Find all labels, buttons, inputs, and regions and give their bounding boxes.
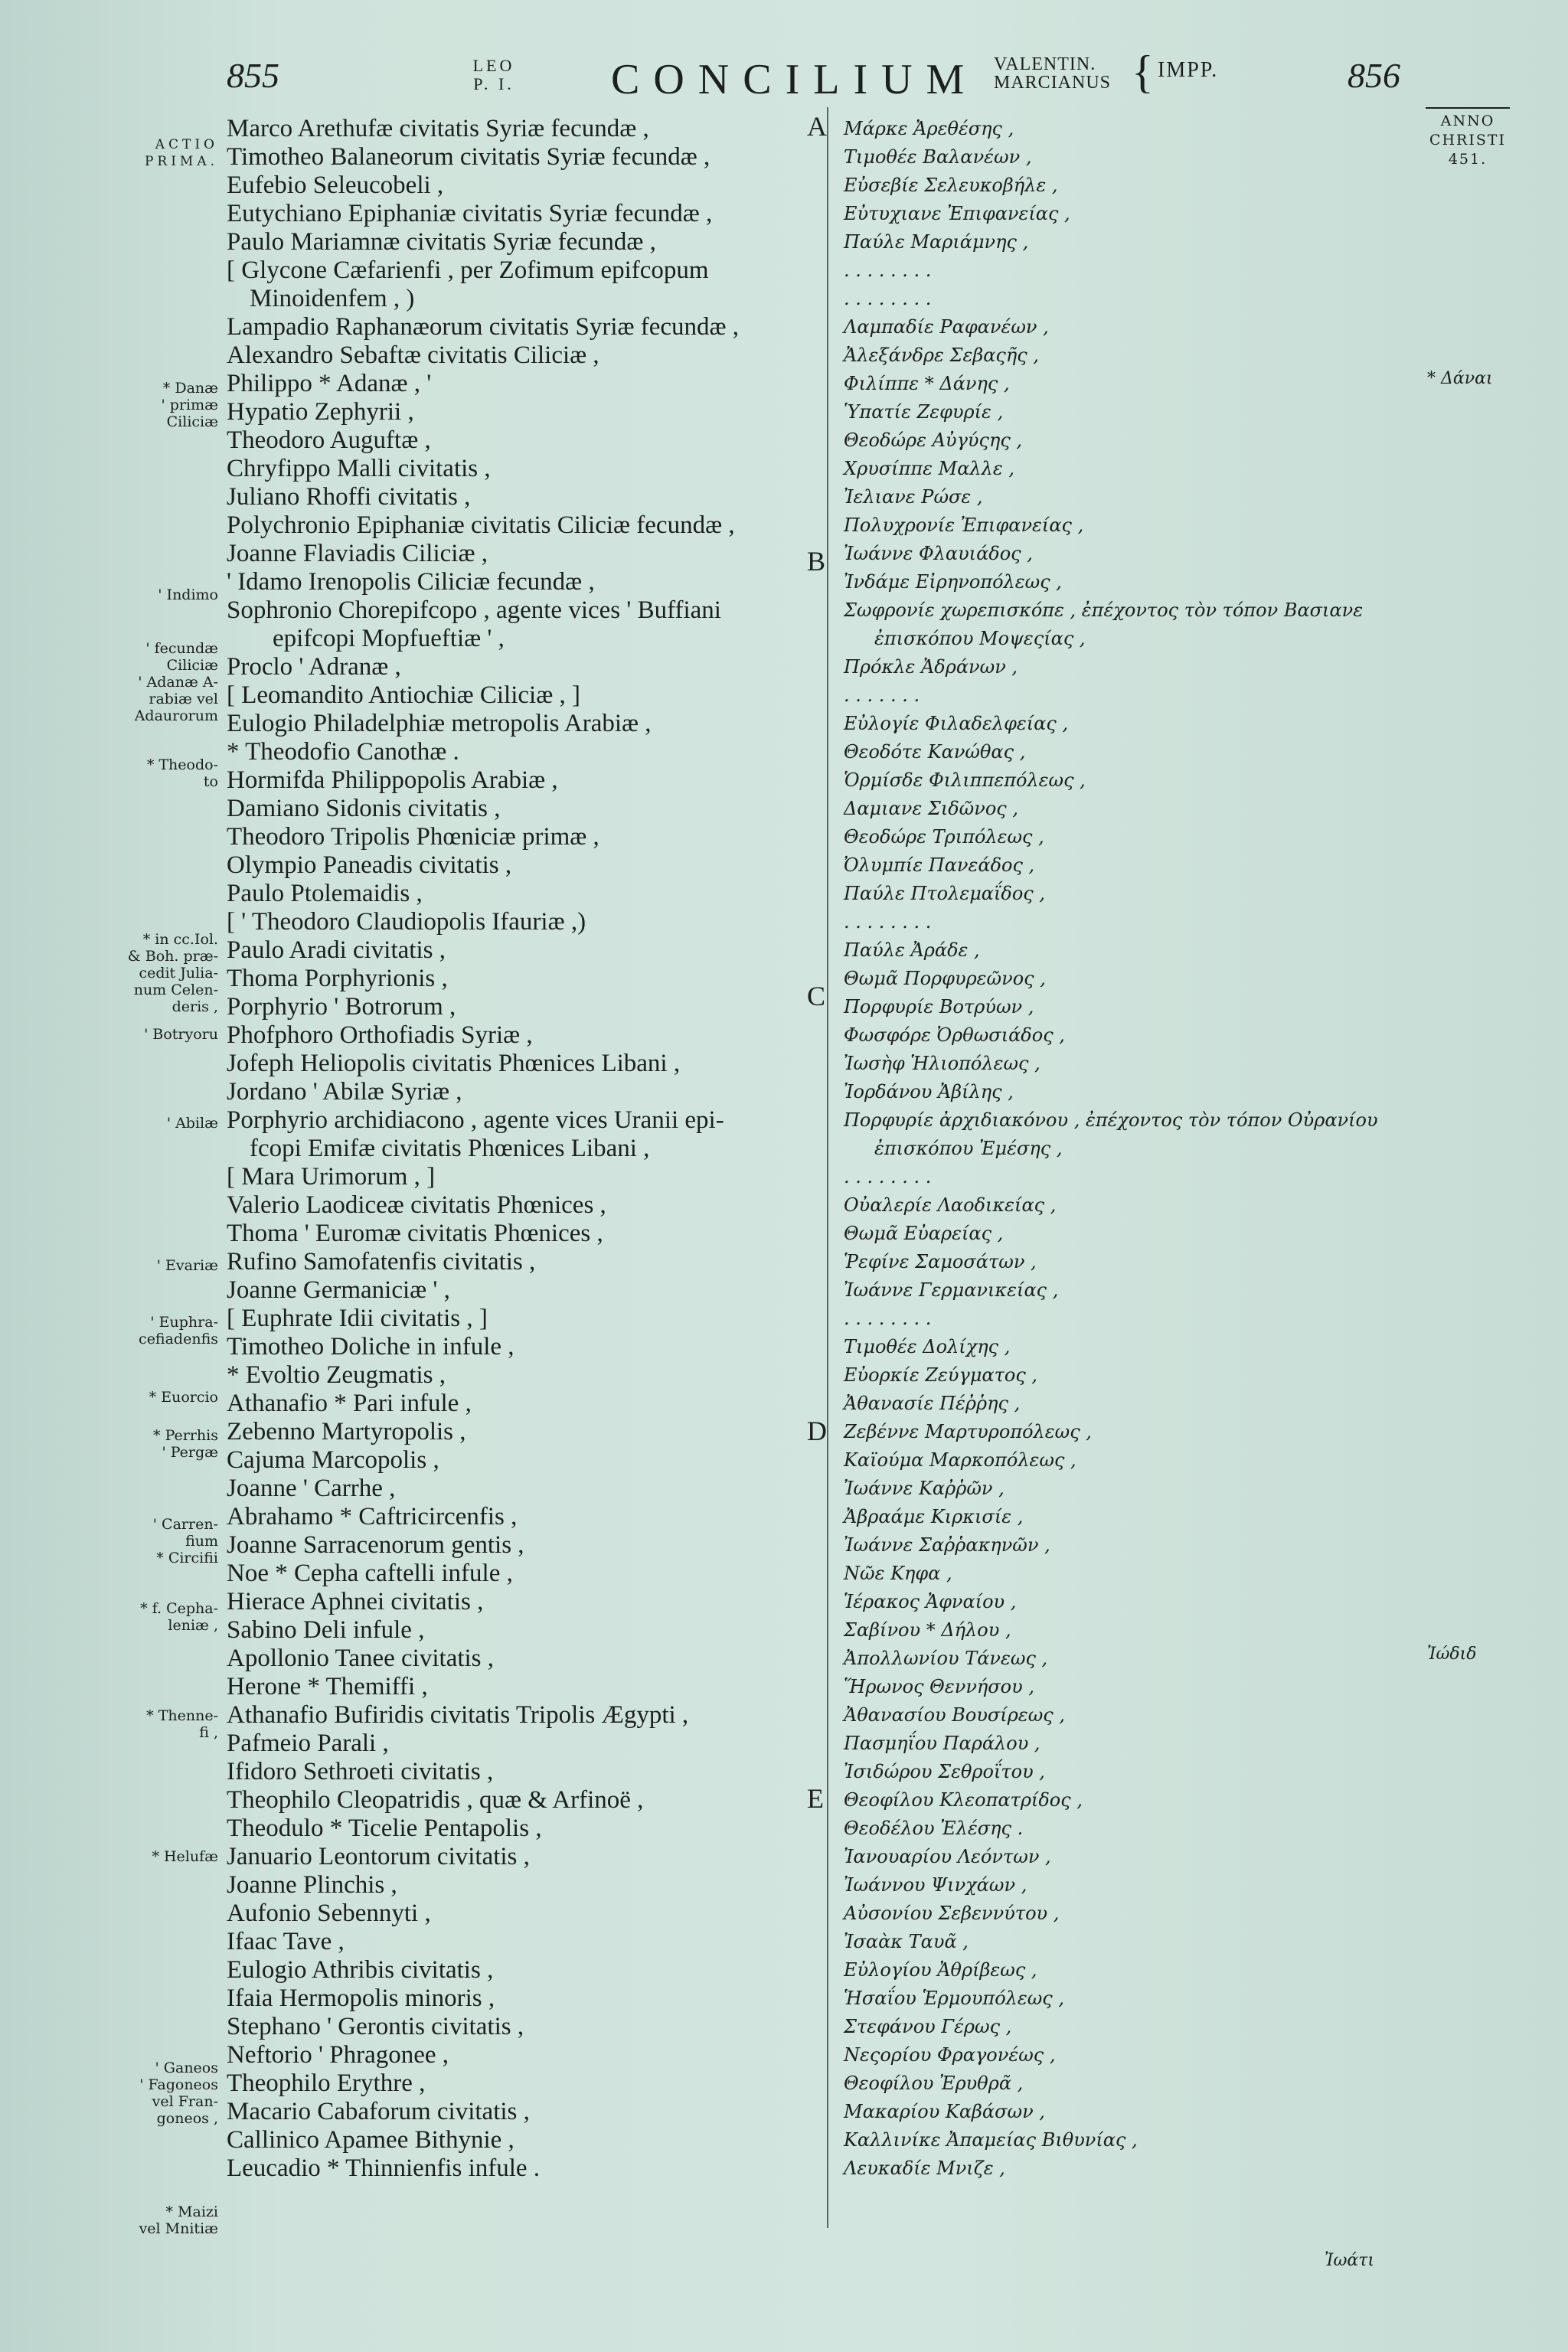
greek-column	[844, 115, 1441, 2183]
greek-line: Ἰωάννου Ψινχάων ,	[844, 1874, 1027, 1896]
latin-line: Ifaac Tave ,	[227, 1928, 345, 1955]
latin-line: fcopi Emifæ civitatis Phœnices Libani ,	[250, 1135, 650, 1162]
greek-line: Θεοφίλου Κλεοπατρίδος ,	[844, 1789, 1083, 1811]
latin-line: Eulogio Athribis civitatis ,	[227, 1956, 494, 1984]
latin-line: Timotheo Balaneorum civitatis Syriæ fecundæ ,	[227, 143, 710, 171]
greek-line: Ἰανουαρίου Λεόντων ,	[844, 1846, 1051, 1867]
emperor-marcian: MARCIANUS	[994, 73, 1112, 93]
emperor-valentinian: VALENTIN.	[994, 54, 1096, 74]
margin-note: ' Botryoru	[144, 1026, 218, 1043]
greek-line: Πορφυρίε Βοτρύων ,	[844, 996, 1034, 1018]
impp-label: IMPP.	[1158, 58, 1219, 82]
latin-line: Jofeph Heliopolis civitatis Phœnices Libani ,	[227, 1050, 681, 1077]
latin-line: Philippo * Adanæ , '	[227, 370, 432, 397]
greek-line: Παύλε Ἀράδε ,	[844, 939, 980, 961]
latin-line: Eutychiano Epiphaniæ civitatis Syriæ fecundæ ,	[227, 200, 713, 227]
greek-line: Θεοδότε Κανώθας ,	[844, 741, 1026, 763]
margin-note: ' Abilæ	[166, 1115, 218, 1132]
latin-line: * Theodofio Canothæ .	[227, 738, 459, 766]
greek-line: Οὐαλερίε Λαοδικείας ,	[844, 1194, 1057, 1216]
margin-note: ' Carren- fium * Circifii	[152, 1516, 218, 1566]
greek-line: Πολυχρονίε Ἐπιφανείας ,	[844, 514, 1084, 536]
greek-line: Ἀθανασίε Πέῤῥης ,	[844, 1393, 1021, 1414]
greek-line: Μακαρίου Καβάσων ,	[844, 2101, 1045, 2122]
greek-line: Εὐλογίου Ἀθρίβεως ,	[844, 1959, 1037, 1981]
column-rule	[827, 107, 828, 2228]
latin-line: ' Idamo Irenopolis Ciliciæ fecundæ ,	[227, 568, 595, 596]
margin-note: * Perrhis ' Pergæ	[153, 1427, 218, 1461]
latin-line: Eulogio Philadelphiæ metropolis Arabiæ ,	[227, 710, 652, 737]
latin-line: Hypatio Zephyrii ,	[227, 398, 414, 426]
latin-line: Theodulo * Ticelie Pentapolis ,	[227, 1815, 542, 1842]
greek-line: Αὐσονίου Σεβεννύτου ,	[844, 1903, 1060, 1924]
greek-line: Χρυσίππε Μαλλε ,	[844, 458, 1014, 479]
greek-line: Νῶε Κηφα ,	[844, 1563, 952, 1584]
section-letter: C	[807, 981, 826, 1011]
right-margin-note: Ἰώδιδ	[1427, 1645, 1477, 1664]
anno-label: ANNO	[1440, 113, 1495, 129]
greek-line: ἐπισκόπου Μοψεςίας ,	[874, 628, 1086, 649]
margin-note: * Theodo- to	[146, 756, 218, 790]
emperors-label	[994, 55, 1111, 92]
latin-line: Porphyrio archidiacono , agente vices Uranii epi-	[227, 1106, 724, 1134]
greek-line: Θεοδώρε Αὐγύςης ,	[844, 430, 1023, 451]
greek-line: Ἀθανασίου Βουσίρεως ,	[844, 1704, 1065, 1726]
latin-line: Damiano Sidonis civitatis ,	[227, 795, 501, 822]
greek-line: Θωμᾶ Πορφυρεῶνος ,	[844, 968, 1046, 989]
margin-note: ACTIO PRIMA.	[144, 137, 218, 169]
latin-line: Paulo Aradi civitatis ,	[227, 936, 446, 964]
latin-line: epifcopi Mopfueftiæ ' ,	[273, 625, 505, 652]
latin-line: Paulo Mariamnæ civitatis Syriæ fecundæ ,	[227, 228, 656, 256]
greek-line: Θωμᾶ Εὐαρείας ,	[844, 1223, 1004, 1244]
latin-line: [ Leomandito Antiochiæ Ciliciæ , ]	[227, 681, 580, 709]
latin-line: * Evoltio Zeugmatis ,	[227, 1361, 446, 1389]
greek-line: Ἰσιδώρου Σεθροΐτου ,	[844, 1761, 1045, 1782]
pope-leo-label	[459, 57, 528, 93]
margin-note: * f. Cepha- leniæ ,	[140, 1600, 218, 1634]
latin-line: Joanne Sarracenorum gentis ,	[227, 1531, 524, 1559]
latin-line: [ Glycone Cæfarienfi , per Zofimum epifcopum	[227, 256, 709, 284]
greek-line: Εὐσεβίε Σελευκοβήλε ,	[844, 175, 1058, 196]
greek-line: Δαμιανε Σιδῶνος ,	[844, 798, 1018, 819]
margin-note: * Maizi vel Mnitiæ	[139, 2203, 218, 2237]
greek-line: Ὑπατίε Ζεφυρίε ,	[844, 401, 1004, 423]
latin-line: Alexandro Sebaftæ civitatis Ciliciæ ,	[227, 341, 599, 369]
latin-line: Polychronio Epiphaniæ civitatis Ciliciæ fecundæ ,	[227, 511, 735, 539]
latin-line: Aufonio Sebennyti ,	[227, 1900, 431, 1927]
greek-line: Παύλε Μαριάμνης ,	[844, 231, 1029, 253]
greek-line: Πρόκλε Ἀδράνων ,	[844, 656, 1018, 678]
latin-line: Chryfippo Malli civitatis ,	[227, 455, 491, 482]
year-label: 451.	[1448, 151, 1488, 168]
margin-note: * Thenne- fi ,	[146, 1707, 218, 1741]
greek-line: ἐπισκόπου Ἐμέσης ,	[874, 1138, 1063, 1159]
greek-line: Ἰνδάμε Εἰρηνοπόλεως ,	[844, 571, 1062, 593]
greek-line: Ὁρμίσδε Φιλιππεπόλεως ,	[844, 769, 1086, 791]
latin-line: Sophronio Chorepifcopo , agente vices ' Buffiani	[227, 596, 721, 624]
section-letter: D	[807, 1416, 827, 1446]
latin-line: Valerio Laodiceæ civitatis Phœnices ,	[227, 1191, 606, 1219]
greek-line: . . . . . . . .	[844, 260, 932, 281]
latin-line: Herone * Themiffi ,	[227, 1673, 428, 1700]
christi-label: CHRISTI	[1429, 132, 1507, 149]
latin-line: Thoma Porphyrionis ,	[227, 965, 448, 992]
greek-line: . . . . . . . .	[844, 1166, 932, 1187]
greek-line: . . . . . . . .	[844, 1308, 932, 1329]
greek-line: Λευκαδίε Μνιζε ,	[844, 2158, 1005, 2179]
latin-line: Sabino Deli infule ,	[227, 1616, 425, 1644]
greek-line: Εὐορκίε Ζεύγματος ,	[844, 1364, 1038, 1386]
right-margin-note: Ἰωάτι	[1325, 2251, 1375, 2270]
running-title: CONCILIUM	[611, 56, 978, 103]
margin-note: ' fecundæ Ciliciæ ' Adanæ A- rabiæ vel Adaurorum	[134, 640, 218, 724]
latin-line: Stephano ' Gerontis civitatis ,	[227, 2013, 524, 2040]
latin-line: Apollonio Tanee civitatis ,	[227, 1645, 495, 1672]
greek-line: . . . . . . . .	[844, 911, 932, 933]
latin-line: Hierace Aphnei civitatis ,	[227, 1588, 484, 1615]
greek-line: Εὐτυχιανε Ἐπιφανείας ,	[844, 203, 1070, 224]
latin-line: Leucadio * Thinnienfis infule .	[227, 2154, 541, 2182]
greek-line: Ἰωάννε Σαῤῥακηνῶν ,	[844, 1534, 1050, 1556]
greek-line: . . . . . . . .	[844, 288, 932, 309]
greek-line: Πασμηΐου Παράλου ,	[844, 1733, 1040, 1754]
section-letter: E	[807, 1783, 824, 1814]
greek-line: Σαβίνου * Δήλου ,	[844, 1619, 1011, 1641]
margin-note: * Euorcio	[149, 1389, 218, 1406]
latin-line: Timotheo Doliche in infule ,	[227, 1333, 514, 1361]
greek-line: Πορφυρίε ἀρχιδιακόνου , ἐπέχοντος τὸν τόπον Οὐρανίου	[844, 1109, 1378, 1131]
greek-line: Ῥεφίνε Σαμοσάτων ,	[844, 1251, 1037, 1272]
latin-line: Joanne Flaviadis Ciliciæ ,	[227, 540, 488, 567]
latin-line: Olympio Paneadis civitatis ,	[227, 851, 512, 879]
greek-line: Σωφρονίε χωρεπισκόπε , ἐπέχοντος τὸν τόπον Βασιανε	[844, 599, 1364, 621]
greek-line: Θεοφίλου Ἐρυθρᾶ ,	[844, 2073, 1024, 2094]
greek-line: Τιμοθέε Δολίχης ,	[844, 1336, 1011, 1357]
latin-line: Athanafio Bufiridis civitatis Tripolis Ægypti ,	[227, 1701, 689, 1729]
latin-line: Juliano Rhoffi civitatis ,	[227, 483, 471, 511]
greek-line: Ζεβέννε Μαρτυροπόλεως ,	[844, 1421, 1092, 1442]
latin-line: Theophilo Erythre ,	[227, 2069, 426, 2097]
greek-line: Νεςορίου Φραγονέως ,	[844, 2044, 1056, 2066]
greek-line: Μάρκε Ἀρεθέσης ,	[844, 118, 1014, 139]
leo-line: LEO	[472, 56, 515, 75]
latin-line: Noe * Cepha caftelli infule ,	[227, 1560, 513, 1587]
greek-line: . . . . . . .	[844, 684, 920, 706]
greek-line: Ἰωσὴφ Ἡλιοπόλεως ,	[844, 1053, 1040, 1074]
greek-line: Ἰωάννε Φλαυιάδος ,	[844, 543, 1033, 564]
latin-line: Thoma ' Euromæ civitatis Phœnices ,	[227, 1220, 603, 1247]
latin-line: Athanafio * Pari infule ,	[227, 1390, 472, 1417]
latin-line: Theophilo Cleopatridis , quæ & Arfinoë ,	[227, 1786, 644, 1814]
latin-line: [ Mara Urimorum , ]	[227, 1163, 436, 1191]
greek-line: Ἰωάννε Καῤῥῶν ,	[844, 1478, 1004, 1499]
latin-line: Porphyrio ' Botrorum ,	[227, 993, 456, 1021]
greek-line: Ἰελιανε Ρώσε ,	[844, 486, 983, 508]
latin-line: Marco Arethufæ civitatis Syriæ fecundæ ,	[227, 115, 649, 142]
greek-line: Ἡσαΐου Ἑρμουπόλεως ,	[844, 1988, 1064, 2009]
latin-line: Hormifda Philippopolis Arabiæ ,	[227, 766, 558, 794]
greek-line: Ἥρωνος Θεννήσου ,	[844, 1676, 1034, 1697]
greek-line: Ὀλυμπίε Πανεάδος ,	[844, 854, 1035, 876]
latin-line: Zebenno Martyropolis ,	[227, 1418, 466, 1446]
margin-note: * in cc.Iol. & Boh. præ- cedit Julia- num Celen- deris ,	[127, 931, 218, 1015]
latin-line: Eufebio Seleucobeli ,	[227, 172, 444, 199]
greek-line: Ἱέρακος Ἀφναίου ,	[844, 1591, 1017, 1612]
latin-line: [ ' Theodoro Claudiopolis Ifauriæ ,)	[227, 908, 586, 936]
margin-note: * Danæ ' primæ Ciliciæ	[161, 380, 218, 430]
greek-line: Τιμοθέε Βαλανέων ,	[844, 146, 1032, 168]
margin-note: ' Indimo	[158, 586, 218, 603]
margin-note: ' Ganeos ' Fagoneos vel Fran- goneos ,	[139, 2060, 218, 2127]
latin-line: Proclo ' Adranæ ,	[227, 653, 401, 681]
greek-line: Καλλινίκε Ἀπαμείας Βιθυνίας ,	[844, 2129, 1138, 2151]
latin-line: Abrahamo * Caftricircenfis ,	[227, 1503, 518, 1530]
latin-line: Rufino Samofatenfis civitatis ,	[227, 1248, 536, 1276]
latin-line: Callinico Apamee Bithynie ,	[227, 2126, 514, 2154]
latin-line: Lampadio Raphanæorum civitatis Syriæ fecundæ ,	[227, 313, 740, 341]
latin-line: Theodoro Auguftæ ,	[227, 426, 431, 454]
latin-line: Januario Leontorum civitatis ,	[227, 1843, 530, 1870]
margin-note: ' Euphra- cefiadenfis	[139, 1314, 218, 1348]
greek-line: Ἀβραάμε Κιρκισίε ,	[844, 1506, 1024, 1527]
greek-line: Θεοδέλου Ἐλέσης .	[844, 1818, 1024, 1839]
page-number-left: 855	[227, 56, 279, 95]
section-letter: B	[807, 546, 826, 577]
latin-line: Jordano ' Abilæ Syriæ ,	[227, 1078, 462, 1106]
greek-line: Ἰορδάνου Ἀβίλης ,	[844, 1081, 1014, 1102]
latin-line: Neftorio ' Phragonee ,	[227, 2041, 449, 2069]
greek-line: Λαμπαδίε Ραφανέων ,	[844, 316, 1049, 338]
latin-line: Theodoro Tripolis Phœniciæ primæ ,	[227, 823, 599, 851]
latin-line: Ifidoro Sethroeti civitatis ,	[227, 1758, 494, 1785]
latin-line: Cajuma Marcopolis ,	[227, 1446, 439, 1474]
brace-mark: {	[1132, 47, 1154, 97]
greek-line: Φωσφόρε Ὀρθωσιάδος ,	[844, 1024, 1065, 1046]
latin-line: Phofphoro Orthofiadis Syriæ ,	[227, 1021, 533, 1049]
latin-line: [ Euphrate Idii civitatis , ]	[227, 1305, 488, 1332]
greek-line: Στεφάνου Γέρως ,	[844, 2016, 1012, 2037]
latin-column	[227, 115, 824, 2183]
right-margin-note: * Δάναι	[1427, 369, 1493, 388]
greek-line: Εὐλογίε Φιλαδελφείας ,	[844, 713, 1069, 734]
margin-note: * Helufæ	[152, 1848, 218, 1865]
latin-line: Joanne ' Carrhe ,	[227, 1475, 396, 1502]
greek-line: Θεοδώρε Τριπόλεως ,	[844, 826, 1044, 848]
latin-line: Joanne Germaniciæ ' ,	[227, 1276, 450, 1304]
greek-line: Παύλε Πτολεμαΐδος ,	[844, 883, 1046, 904]
margin-note: ' Evariæ	[156, 1257, 218, 1274]
greek-line: Ἰσαὰκ Ταυᾶ ,	[844, 1931, 969, 1952]
greek-line: Φιλίππε * Δάνης ,	[844, 373, 1010, 394]
latin-line: Pafmeio Parali ,	[227, 1730, 389, 1757]
latin-line: Joanne Plinchis ,	[227, 1871, 397, 1899]
greek-line: Ἀλεξάνδρε Σεβαςῆς ,	[844, 345, 1039, 366]
latin-line: Paulo Ptolemaidis ,	[227, 880, 423, 907]
greek-line: Ἰωάννε Γερμανικείας ,	[844, 1279, 1059, 1301]
greek-line: Ἀπολλωνίου Τάνεως ,	[844, 1648, 1048, 1669]
page-number-right: 856	[1348, 56, 1400, 95]
latin-line: Macario Cabaforum civitatis ,	[227, 2098, 530, 2125]
latin-line: Minoidenfem , )	[250, 285, 415, 312]
greek-line: Καϊούμα Μαρκοπόλεως ,	[844, 1449, 1076, 1471]
latin-line: Ifaia Hermopolis minoris ,	[227, 1984, 495, 2012]
pontiff-line: P. I.	[473, 74, 514, 93]
section-letter: A	[807, 111, 827, 142]
